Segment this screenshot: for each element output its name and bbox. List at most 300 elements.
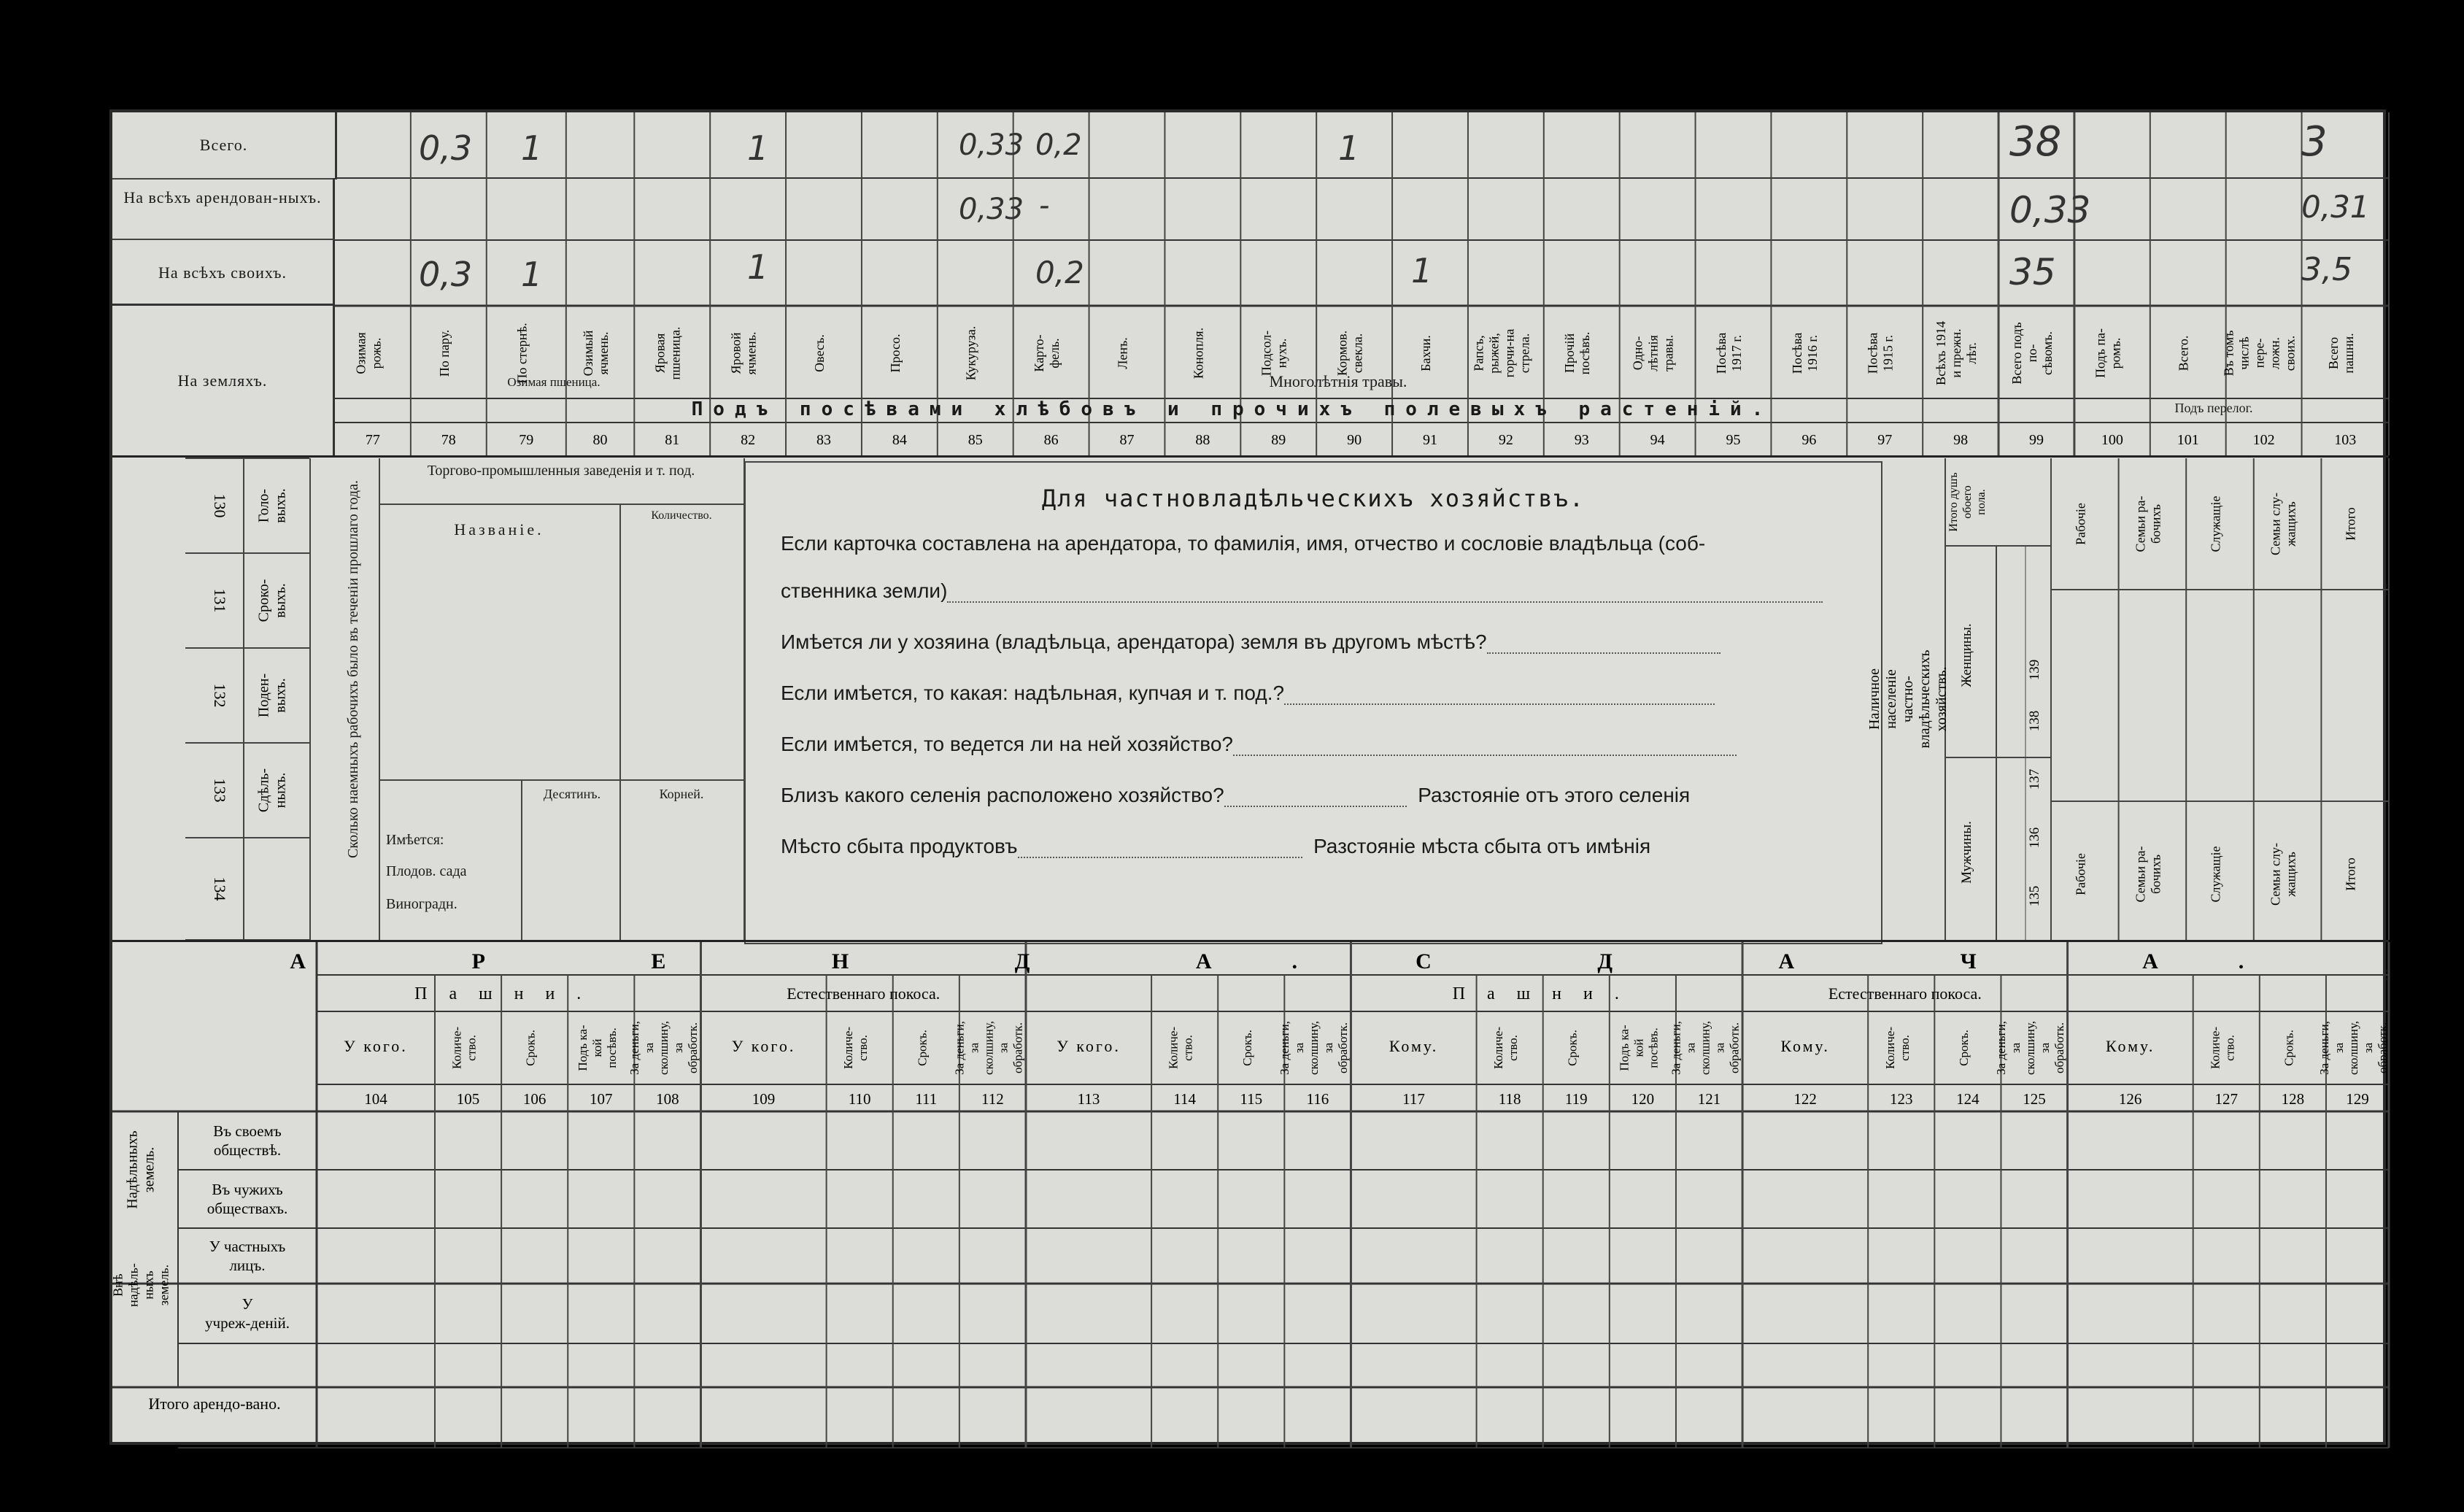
lease-col-number-121: 121 xyxy=(1697,1090,1721,1108)
col-number-99: 99 xyxy=(2028,432,2044,448)
workers-question-text: Сколько наемныхъ рабочихъ было въ теченіи прошлаго года. xyxy=(344,480,361,859)
crop-header-17-line: посѣвъ. xyxy=(1577,331,1593,375)
workers-question xyxy=(328,458,380,940)
lease-col-header-7-line: Количе- xyxy=(841,1026,856,1070)
hired-workers-table xyxy=(185,458,311,940)
trade-qty-col: Количество. xyxy=(651,509,712,522)
lease-col-number-110: 110 xyxy=(848,1090,871,1108)
crop-header-13 xyxy=(1259,331,1289,376)
lease-col-header-22-line: обработк. xyxy=(2052,1022,2067,1074)
lease-col-header-19: Кому. xyxy=(1780,1037,1830,1055)
lease-col-header-15-line: Количе- xyxy=(1491,1026,1506,1070)
total-rented-a: Итого арендо-вано. xyxy=(148,1395,281,1413)
hw-own-rye: 0,3 xyxy=(419,255,473,294)
hw-type-1 xyxy=(256,488,289,522)
lease-col-header-9-line: за xyxy=(967,1042,981,1054)
crop-header-17-line: Прочій xyxy=(1562,333,1577,374)
population-label-line: частно- xyxy=(1900,676,1916,722)
pop-col-top-1 xyxy=(2073,503,2088,545)
q3 xyxy=(781,682,1715,705)
crop-header-18-line: Одно- xyxy=(1630,336,1645,371)
crop-header-27-line: пашни. xyxy=(2341,333,2356,374)
pop-col-top-4-line: жащихъ xyxy=(2283,501,2298,547)
col-number-85: 85 xyxy=(968,432,983,448)
lease-col-header-18-line: за xyxy=(1683,1042,1698,1054)
col-number-88: 88 xyxy=(1195,432,1210,448)
q6a-answer-line[interactable] xyxy=(1018,857,1302,858)
row-label-1a: Въ своемъ xyxy=(213,1122,282,1140)
col-number-77: 77 xyxy=(365,432,380,448)
hw-number-132: 132 xyxy=(211,683,229,708)
crop-header-17 xyxy=(1562,332,1592,375)
row-label-rented: На всѣхъ арендован-ныхъ. xyxy=(112,178,335,240)
lease-col-number-116: 116 xyxy=(1306,1090,1329,1108)
crop-header-5-line: Яровая xyxy=(652,333,668,374)
row-label-lands: На земляхъ. xyxy=(112,306,335,455)
lease-col-header-10: У кого. xyxy=(1057,1037,1121,1055)
roots-label: Корней. xyxy=(659,787,704,801)
lease-col-header-17-line: кой xyxy=(1631,1038,1646,1057)
crop-header-9-line: Кукуруза. xyxy=(963,325,978,381)
crop-header-13-line: Подсол- xyxy=(1259,330,1274,377)
lease-col-header-5 xyxy=(627,1021,700,1075)
lease-col-number-126: 126 xyxy=(2118,1090,2142,1108)
questionnaire-title: Для частновладѣльческихъ хозяйствъ. xyxy=(1041,485,1586,512)
lease-col-header-5-line: За деньги, xyxy=(627,1021,641,1075)
lease-col-header-15 xyxy=(1491,1027,1520,1069)
crop-header-3-line: По стернѣ. xyxy=(514,323,530,384)
lease-col-number-113: 113 xyxy=(1077,1090,1100,1108)
pop-col-bottom-4-line: Семьи слу- xyxy=(2268,843,2283,906)
col-number-81: 81 xyxy=(665,432,680,448)
lease-col-number-118: 118 xyxy=(1498,1090,1521,1108)
pop-num-139: 139 xyxy=(2027,659,2042,681)
trade-name-col: Названіе. xyxy=(454,520,544,539)
pop-num-137: 137 xyxy=(2027,768,2042,790)
lease-col-number-104: 104 xyxy=(364,1090,387,1108)
crop-header-21-line: Посѣва xyxy=(1865,332,1880,374)
col-number-97: 97 xyxy=(1877,432,1893,448)
lease-col-number-105: 105 xyxy=(456,1090,480,1108)
col-number-100: 100 xyxy=(2101,432,2123,448)
crop-header-22-line: лѣт. xyxy=(1964,342,1980,364)
col-number-93: 93 xyxy=(1574,432,1589,448)
lease-col-header-5-line: обработк. xyxy=(685,1022,700,1074)
crop-header-16-line: горчи-на xyxy=(1502,328,1517,378)
row-nadel-line: земель. xyxy=(141,1146,158,1193)
row-label-4b: учреж-деній. xyxy=(205,1314,290,1332)
col-number-98: 98 xyxy=(1953,432,1969,448)
q2 xyxy=(781,630,1720,654)
lease-col-header-2-line: ство. xyxy=(464,1035,479,1061)
pop-col-bottom-3 xyxy=(2209,846,2223,902)
lease-col-header-9-line: За деньги, xyxy=(952,1021,967,1075)
q1-line2 xyxy=(781,579,1823,603)
lease-col-header-13-line: за xyxy=(1321,1042,1335,1054)
hw-type-4-line: ныхъ. xyxy=(272,772,289,809)
q1-line1: Если карточка составлена на арендатора, то фамилія, имя, отчество и сословіе владѣльца (соб- xyxy=(781,532,1706,555)
dessiatin-label: Десятинъ. xyxy=(543,787,601,801)
crop-header-18 xyxy=(1631,335,1676,371)
crop-header-13-line: нухъ. xyxy=(1274,338,1289,369)
crop-header-10-line: фель. xyxy=(1047,338,1062,369)
lease-col-header-9-line: за xyxy=(996,1042,1011,1054)
orchard-label: Плодов. сада xyxy=(386,863,467,879)
hw-total-melon: 1 xyxy=(1338,128,1360,168)
pop-col-bottom-4-line: жащихъ xyxy=(2283,852,2298,897)
hired-workers-grid xyxy=(185,458,309,940)
rent-arable-label: Пашни. xyxy=(414,984,603,1003)
pop-col-top-2-line: Семьи ра- xyxy=(2133,495,2148,552)
population-table xyxy=(1866,458,2389,940)
hw-own-potato: 0,2 xyxy=(1035,255,1084,290)
fallow-label: Подъ перелог. xyxy=(2174,401,2253,415)
hw-type-1-line: выхъ. xyxy=(272,488,289,523)
lease-col-header-13-line: за xyxy=(1291,1042,1306,1054)
has-label: Имѣется: xyxy=(386,832,444,848)
lease-col-header-22-line: За деньги, xyxy=(1994,1021,2009,1075)
lease-col-header-25 xyxy=(2282,1030,2295,1066)
population-label xyxy=(1866,650,1950,749)
trade-line xyxy=(379,504,744,505)
col-number-78: 78 xyxy=(441,432,456,448)
crop-header-1-line: рожь. xyxy=(368,337,384,369)
hw-total-potato: 0,2 xyxy=(1035,128,1082,162)
crop-header-26 xyxy=(2222,331,2298,377)
col-number-92: 92 xyxy=(1498,432,1513,448)
lease-col-number-109: 109 xyxy=(752,1090,776,1108)
divider xyxy=(112,455,2389,458)
q5b-text: Разстояніе отъ этого селенія xyxy=(1418,784,1691,806)
crop-header-26-line: ложн. xyxy=(2267,336,2282,370)
lease-col-number-107: 107 xyxy=(590,1090,613,1108)
lease-col-header-26-line: сколшину, xyxy=(2346,1020,2360,1076)
crop-header-14 xyxy=(1335,331,1365,376)
lease-col-header-11-line: Количе- xyxy=(1166,1026,1181,1070)
q6b-text: Разстояніе мѣста сбыта отъ имѣнія xyxy=(1313,835,1651,857)
crop-header-4-line: ячмень. xyxy=(596,331,611,375)
q2-answer-line[interactable] xyxy=(1487,652,1720,654)
pop-col-top-4-line: Семьи слу- xyxy=(2268,493,2283,555)
crop-header-12-line: Конопля. xyxy=(1191,327,1206,379)
row-non-nadel-line: надѣль- xyxy=(125,1263,141,1307)
col-number-95: 95 xyxy=(1726,432,1741,448)
lease-col-header-20-line: Количе- xyxy=(1882,1026,1897,1070)
hw-total-corn: 0,33 xyxy=(959,128,1024,162)
hw-total-rye: 0,3 xyxy=(419,128,473,168)
hw-type-2 xyxy=(256,579,289,622)
crop-header-20-line: 1916 г. xyxy=(1804,334,1820,372)
q4-answer-line[interactable] xyxy=(1233,755,1737,756)
q5a-answer-line[interactable] xyxy=(1224,806,1407,807)
col-number-101: 101 xyxy=(2177,432,2199,448)
crop-header-6-line: Яровой xyxy=(728,332,744,374)
hw-type-2-line: выхъ. xyxy=(272,583,289,618)
trade-table xyxy=(379,458,745,940)
sdacha-banner: С Д А Ч А. xyxy=(1416,949,2325,973)
crop-header-19 xyxy=(1714,333,1744,374)
lease-col-number-127: 127 xyxy=(2214,1090,2239,1108)
lease-col-header-18 xyxy=(1669,1021,1742,1075)
total-souls-label-line: пола. xyxy=(1975,489,1988,515)
lease-col-header-4-line: Подъ ка- xyxy=(575,1025,590,1071)
men-label-line: Мужчины. xyxy=(1959,821,1974,884)
crop-header-7-line: Овесъ. xyxy=(811,334,827,372)
lease-col-header-22-line: сколшину, xyxy=(2023,1020,2038,1076)
crop-header-10 xyxy=(1032,334,1062,371)
lease-col-header-18-line: сколшину, xyxy=(1698,1020,1712,1076)
private-farm-questionnaire xyxy=(744,461,1882,944)
row-label-1b: обществѣ. xyxy=(213,1141,282,1159)
lease-col-header-22 xyxy=(1994,1021,2066,1075)
hw-own-arable: 3,5 xyxy=(2301,251,2352,288)
crop-header-24-line: ромъ. xyxy=(2108,337,2123,369)
row-non-nadel-line: ныхъ xyxy=(141,1270,156,1300)
crop-header-4-line: Озимый xyxy=(581,330,596,377)
lease-col-number-106: 106 xyxy=(522,1090,547,1108)
col-number-87: 87 xyxy=(1119,432,1135,448)
col-number-96: 96 xyxy=(1801,432,1817,448)
crop-header-20 xyxy=(1790,333,1820,374)
lease-col-header-3 xyxy=(524,1030,538,1066)
sowing-banner: Подъ посѣвами хлѣбовъ и прочихъ полевыхъ растеній. xyxy=(691,398,1774,420)
crop-header-15 xyxy=(1418,335,1433,371)
crop-header-12 xyxy=(1191,328,1205,379)
crop-header-23-line: сѣвомъ. xyxy=(2039,331,2055,375)
total-souls-label xyxy=(1947,472,1988,531)
rent-banner: А Р Е Н Д А. xyxy=(290,949,1378,973)
lease-col-header-7 xyxy=(841,1027,870,1069)
lease-col-number-108: 108 xyxy=(656,1090,679,1108)
crop-header-2 xyxy=(437,330,452,377)
row-non-nadel xyxy=(111,1263,171,1307)
hw-total-sown: 38 xyxy=(2009,118,2062,166)
crop-header-5-line: пшеница. xyxy=(668,326,683,380)
lease-col-header-4-line: посѣвъ. xyxy=(604,1027,619,1068)
lease-col-header-24-line: ство. xyxy=(2222,1035,2237,1061)
lease-col-header-23: Кому. xyxy=(2105,1037,2155,1055)
hw-type-3-line: Поден- xyxy=(255,673,272,718)
crop-header-4 xyxy=(581,330,611,376)
crop-header-26-line: числѣ xyxy=(2236,336,2252,370)
pop-col-bottom-1 xyxy=(2073,853,2088,895)
pop-col-bottom-1-line: Рабочіе xyxy=(2073,853,2088,895)
q5a-text: Близъ какого селенія расположено хозяйство? xyxy=(781,784,1224,806)
crop-header-7 xyxy=(812,334,827,372)
lease-col-header-14: Кому. xyxy=(1389,1037,1439,1055)
pop-num-138: 138 xyxy=(2027,710,2042,732)
hw-rented-potato: - xyxy=(1039,189,1050,223)
crop-header-24-line: Подъ па- xyxy=(2093,328,2108,379)
pop-col-top-5-line: Итого xyxy=(2343,507,2358,541)
pop-col-top-2 xyxy=(2133,496,2163,552)
pop-col-top-5 xyxy=(2344,507,2358,541)
q6a-text: Мѣсто сбыта продуктовъ xyxy=(781,835,1018,857)
lease-col-header-2 xyxy=(450,1027,479,1069)
lease-col-number-112: 112 xyxy=(981,1090,1004,1108)
rent-meadow-label: Естественнаго покоса. xyxy=(787,984,941,1003)
crop-header-10-line: Карто- xyxy=(1032,334,1047,372)
hw-rented-corn: 0,33 xyxy=(959,193,1024,226)
has-vline2 xyxy=(619,779,621,940)
col-number-103: 103 xyxy=(2334,432,2357,448)
crop-header-19-line: Посѣва xyxy=(1713,332,1729,374)
crop-header-8 xyxy=(888,334,903,373)
q3-answer-line[interactable] xyxy=(1284,703,1715,705)
lease-col-header-6: У кого. xyxy=(731,1037,796,1055)
lease-col-header-26 xyxy=(2317,1021,2390,1075)
col-number-102: 102 xyxy=(2252,432,2275,448)
lease-col-header-13-line: За деньги, xyxy=(1277,1021,1291,1075)
lease-col-header-18-line: За деньги, xyxy=(1669,1021,1683,1075)
row-label-4a: У xyxy=(242,1295,253,1313)
crop-header-6 xyxy=(729,331,759,374)
total-souls-label-line: Итого душъ xyxy=(1947,472,1960,532)
population-label-line: населеніе xyxy=(1883,669,1899,729)
row-label-total: Всего. xyxy=(112,112,337,180)
lease-col-header-8 xyxy=(915,1030,929,1066)
crop-header-1-line: Озимая xyxy=(353,332,368,374)
crop-header-5 xyxy=(653,327,683,380)
crop-header-23 xyxy=(2009,322,2055,384)
q4 xyxy=(781,733,1737,756)
has-vline1 xyxy=(521,779,522,940)
lease-col-header-5-line: за xyxy=(671,1042,685,1054)
lease-col-header-26-line: обработк. xyxy=(2375,1022,2390,1074)
crop-header-23-line: Всего подъ xyxy=(2009,322,2024,385)
col-number-86: 86 xyxy=(1043,432,1059,448)
crop-header-26-line: Въ томъ xyxy=(2221,330,2236,377)
lease-col-header-15-line: ство. xyxy=(1506,1035,1521,1061)
lease-col-header-26-line: За деньги, xyxy=(2317,1021,2331,1075)
lease-col-header-1: У кого. xyxy=(344,1037,408,1055)
q6 xyxy=(781,835,1650,858)
crop-header-26-line: пере- xyxy=(2252,338,2267,369)
population-label-line: хозяйствъ. xyxy=(1934,666,1950,732)
trade-vline xyxy=(619,504,621,781)
lease-col-header-12 xyxy=(1240,1030,1254,1066)
col-number-91: 91 xyxy=(1422,432,1437,448)
lease-col-header-9-line: сколшину, xyxy=(981,1020,996,1076)
lease-grid xyxy=(112,942,2389,1448)
lease-col-header-22-line: за xyxy=(2038,1042,2052,1054)
vineyard-label: Виноградн. xyxy=(386,896,457,912)
lease-col-header-13-line: обработк. xyxy=(1335,1022,1350,1074)
crop-header-16-line: рыжей, xyxy=(1486,333,1502,374)
lease-col-header-17-line: посѣвъ. xyxy=(1646,1027,1661,1068)
row-label-3a: У частныхъ xyxy=(209,1238,286,1255)
hw-number-134: 134 xyxy=(211,876,229,901)
pop-col-bottom-2-line: Семьи ра- xyxy=(2133,846,2148,903)
sdacha-meadow-label: Естественнаго покоса. xyxy=(1828,984,1982,1003)
hw-type-3-line: выхъ. xyxy=(272,678,289,713)
lease-col-header-26-line: за xyxy=(2331,1042,2346,1054)
col-number-80: 80 xyxy=(592,432,608,448)
row-non-nadel-line: Внѣ xyxy=(110,1273,125,1297)
hw-own-barley: 1 xyxy=(747,247,769,287)
pop-col-bottom-2 xyxy=(2133,846,2163,903)
hw-total-barley: 1 xyxy=(747,128,769,168)
lease-col-header-17-line: Подъ ка- xyxy=(1617,1025,1631,1071)
col-number-94: 94 xyxy=(1650,432,1665,448)
lease-col-header-9 xyxy=(952,1021,1024,1075)
lease-col-header-8-line: Срокъ. xyxy=(915,1030,930,1066)
row-label-own: На всѣхъ своихъ. xyxy=(112,240,335,306)
crop-header-11 xyxy=(1115,337,1129,369)
lease-col-number-120: 120 xyxy=(1631,1090,1655,1108)
row-label-2a: Въ чужихъ xyxy=(212,1181,283,1198)
lease-col-number-128: 128 xyxy=(2281,1090,2305,1108)
population-label-line: владѣльческихъ xyxy=(1917,649,1933,749)
lease-col-header-18-line: обработк. xyxy=(1727,1022,1742,1074)
lease-col-number-119: 119 xyxy=(1564,1090,1588,1108)
lease-col-number-115: 115 xyxy=(1240,1090,1263,1108)
lease-col-header-21-line: Срокъ. xyxy=(1956,1030,1971,1066)
pop-col-top-4 xyxy=(2268,493,2298,555)
hw-total-arable: 3 xyxy=(2301,118,2328,166)
hw-total-fallow: 1 xyxy=(521,128,543,168)
lease-col-header-26-line: за xyxy=(2360,1042,2375,1054)
hw-type-2-line: Сроко- xyxy=(255,579,272,622)
lease-col-header-5-line: сколшину, xyxy=(656,1020,671,1076)
crop-header-22-line: и прежн. xyxy=(1949,328,1964,378)
pop-col-top-3 xyxy=(2209,495,2223,552)
q2-text: Имѣется ли у хозяина (владѣльца, арендатора) земля въ другомъ мѣстѣ? xyxy=(781,630,1487,653)
row-label-2b: обществахъ. xyxy=(206,1200,288,1217)
hw-type-4-line: Сдѣль- xyxy=(255,768,272,813)
sowing-section xyxy=(112,112,2389,455)
crop-header-27 xyxy=(2326,333,2356,373)
q3-text: Если имѣется, то какая: надѣльная, купчая и т. под.? xyxy=(781,682,1285,704)
lease-col-header-22-line: за xyxy=(2009,1042,2023,1054)
hw-type-1-line: Голо- xyxy=(255,488,272,523)
crop-header-11-line: Ленъ. xyxy=(1115,337,1130,369)
lease-col-number-124: 124 xyxy=(1956,1090,1980,1108)
pop-col-top-1-line: Рабочіе xyxy=(2073,503,2088,545)
lease-col-number-123: 123 xyxy=(1890,1090,1913,1108)
pop-num-136: 136 xyxy=(2027,827,2042,849)
hw-type-4 xyxy=(256,768,289,812)
trade-bottom xyxy=(379,779,744,781)
row-label-3b: лицъ. xyxy=(229,1257,266,1274)
lease-col-header-25-line: Срокъ. xyxy=(2282,1030,2296,1066)
lease-col-number-122: 122 xyxy=(1793,1090,1817,1108)
lease-col-header-4-line: кой xyxy=(590,1038,604,1057)
census-card xyxy=(109,109,2390,1445)
q5 xyxy=(781,784,1690,807)
lease-col-header-2-line: Количе- xyxy=(449,1026,464,1070)
col-number-89: 89 xyxy=(1271,432,1286,448)
hw-number-131: 131 xyxy=(211,588,229,613)
crop-header-15-line: Бахчи. xyxy=(1418,335,1433,371)
crop-header-27-line: Всего xyxy=(2325,336,2341,370)
crop-header-18-line: лѣтнія xyxy=(1645,335,1661,371)
lease-col-header-20-line: ство. xyxy=(1897,1035,1912,1061)
crop-header-22-line: Всѣхъ 1914 xyxy=(1934,321,1949,385)
crop-header-19-line: 1917 г. xyxy=(1729,334,1744,372)
total-souls-label-line: обоего xyxy=(1961,485,1974,519)
lease-col-header-11 xyxy=(1167,1027,1195,1069)
lease-col-header-18-line: за xyxy=(1712,1042,1727,1054)
crop-header-16-line: стрела. xyxy=(1517,333,1532,374)
crop-header-9 xyxy=(964,326,978,381)
q1-answer-line[interactable] xyxy=(947,601,1823,603)
hw-rented-sown: 0,33 xyxy=(2009,189,2091,231)
q1-line2-text: ственника земли) xyxy=(781,579,948,602)
crop-header-24 xyxy=(2093,328,2123,378)
crop-header-2-line: По пару. xyxy=(436,329,452,377)
lease-col-header-3-line: Срокъ. xyxy=(523,1030,538,1066)
